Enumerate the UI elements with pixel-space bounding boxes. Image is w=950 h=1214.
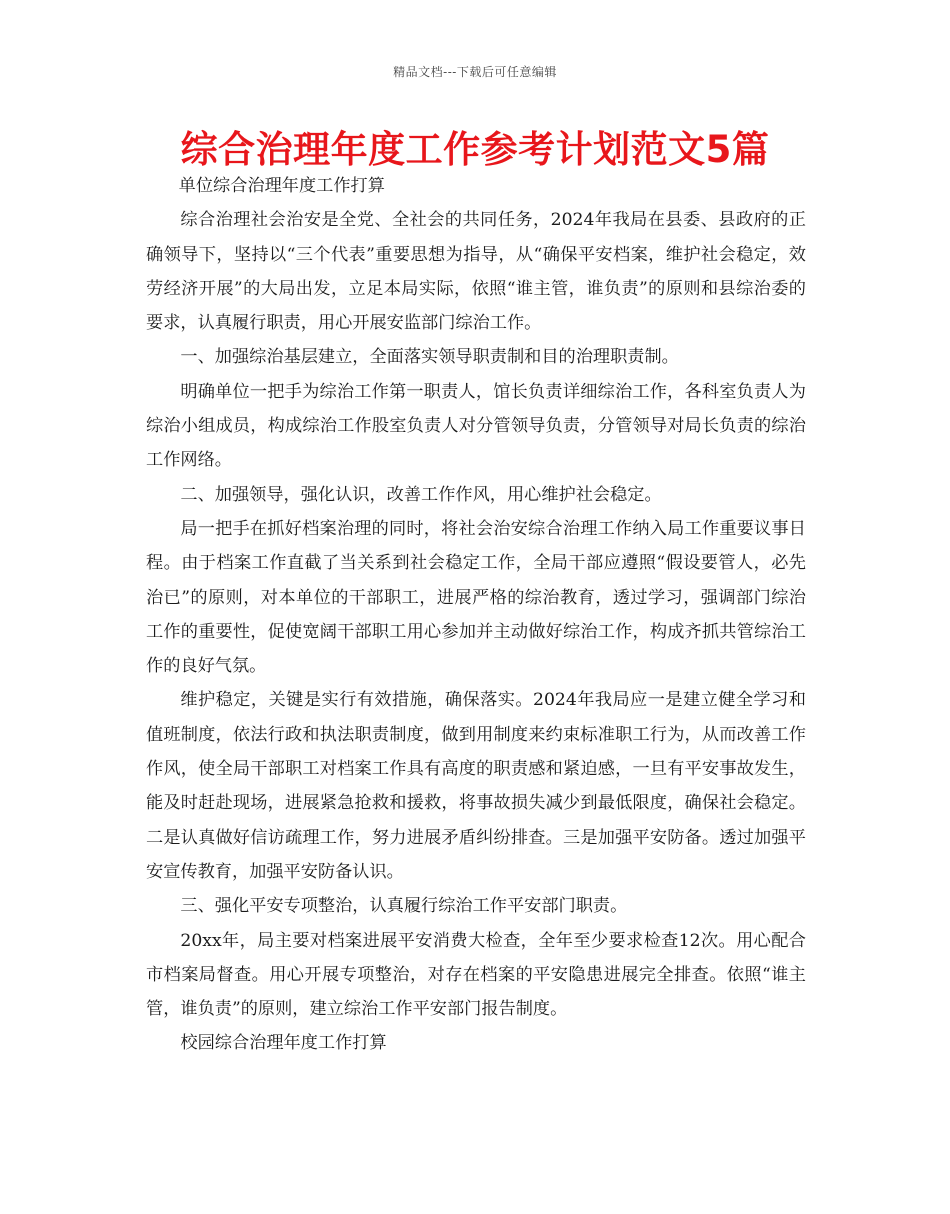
body-paragraph: 明确单位一把手为综治工作第一职责人，馆长负责详细综治工作，各科室负责人为综治小组成员，构成综治工作股室负责人对分管领导负责，分管领导对局长负责的综治工作网络。: [146, 381, 806, 471]
section-heading: 三、强化平安专项整治，认真履行综治工作平安部门职责。: [180, 896, 628, 917]
header-note: 精品文档---下载后可任意编辑: [393, 65, 557, 79]
document-body: [146, 169, 806, 1061]
body-paragraph: 维护稳定，关键是实行有效措施，确保落实。2024年我局应一是建立健全学习和值班制度，依法行政和执法职责制度，做到用制度来约束标准职工行为，从而改善工作作风，使全局干部职工对档案工作具有高度的职责感和紧迫感，一旦有平安事故发生，能及时赶赴现场，进展紧急抢救和援救，将事故损失减少到最低限度，确保社会稳定。二是认真做好信访疏理工作，努力进展矛盾纠纷排查。三是加强平安防备。透过加强平安宣传教育，加强平安防备认识。: [146, 690, 806, 882]
section-heading: 二、加强领导，强化认识，改善工作作风，用心维护社会稳定。: [180, 484, 662, 505]
section-heading: 校园综合治理年度工作打算: [180, 1033, 387, 1054]
body-paragraph: 20xx年，局主要对档案进展平安消费大检查，全年至少要求检查12次。用心配合市档案局督查。用心开展专项整治，对存在档案的平安隐患进展完全排查。依照“谁主管，谁负责”的原则，建立综治工作平安部门报告制度。: [146, 930, 806, 1020]
body-paragraph: 局一把手在抓好档案治理的同时，将社会治安综合治理工作纳入局工作重要议事日程。由于档案工作直截了当关系到社会稳定工作，全局干部应遵照“假设要管人，必先治已”的原则，对本单位的干部职工，进展严格的综治教育，透过学习，强调部门综治工作的重要性，促使宽阔干部职工用心参加并主动做好综治工作，构成齐抓共管综治工作的良好气氛。: [146, 518, 806, 677]
section-heading: 单位综合治理年度工作打算: [178, 176, 385, 196]
body-paragraph: 综合治理社会治安是全党、全社会的共同任务，2024年我局在县委、县政府的正确领导下，坚持以“三个代表”重要思想为指导，从“确保平安档案，维护社会稳定，效劳经济开展”的大局出发，立足本局实际，依照“谁主管，谁负责”的原则和县综治委的要求，认真履行职责，用心开展安监部门综治工作。: [146, 210, 806, 334]
document-title: 综合治理年度工作参考计划范文5篇: [180, 128, 770, 171]
section-heading: 一、加强综治基层建立，全面落实领导职责制和目的治理职责制。: [180, 347, 679, 368]
